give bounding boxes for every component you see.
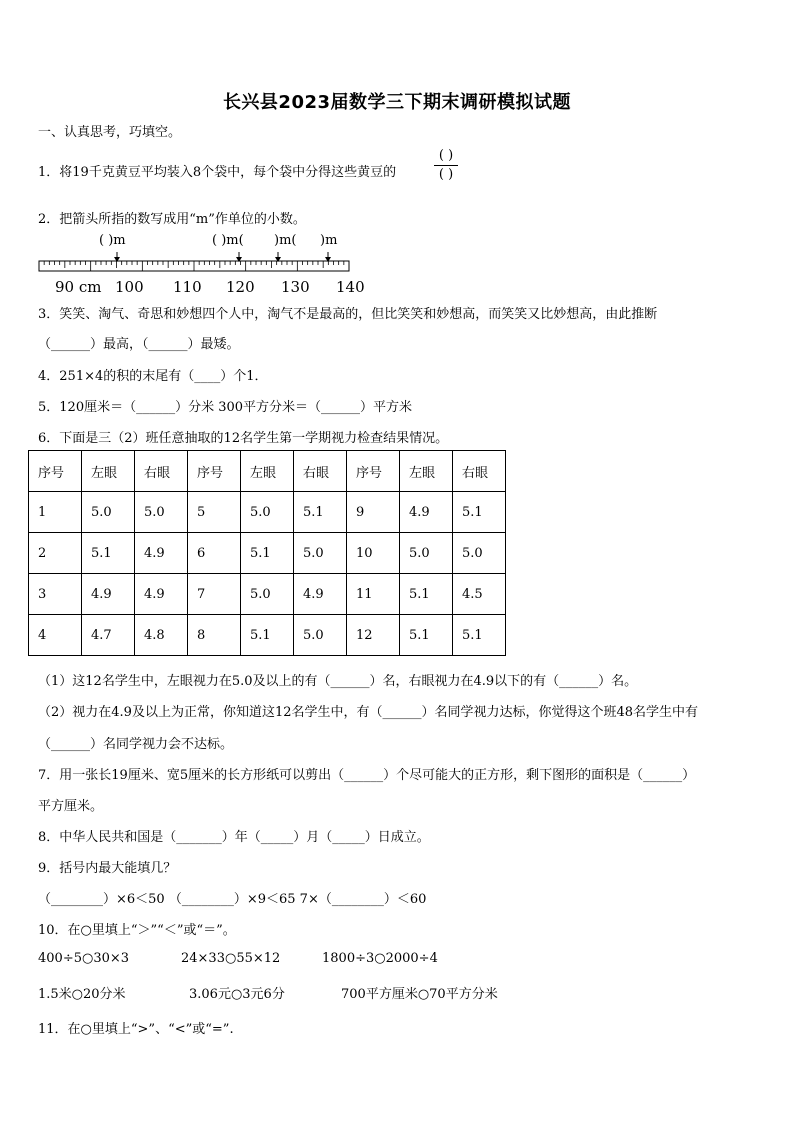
compare-item[interactable]: 3.06元○3元6分 [189,987,285,1002]
table-row [29,492,506,533]
table-cell: 4.9 [82,574,135,615]
table-cell: 4.9 [135,533,188,574]
ruler-label-140: 140 [336,278,365,296]
arrow-blank-1[interactable]: ( )m [99,233,126,248]
question-3-line1: 3．笑笑、淘气、奇思和妙想四个人中，淘气不是最高的，但比笑笑和妙想高，而笑笑又比妙想高，由此推断 [38,307,658,322]
arrow-blank-2[interactable]: ( )m( [212,233,244,248]
question-9: 9．括号内最大能填几？ [38,861,177,876]
table-cell: 5.1 [453,492,506,533]
fraction-bar [434,165,458,166]
table-header: 左眼 [400,451,453,492]
table-cell: 5.0 [400,533,453,574]
table-header: 左眼 [241,451,294,492]
question-5[interactable]: 5．120厘米＝（______）分米 300平方分米＝（______）平方米 [38,400,413,415]
compare-item[interactable]: 24×33○55×12 [181,951,281,966]
table-header: 序号 [188,451,241,492]
page-title: 长兴县2023届数学三下期末调研模拟试题 [222,92,572,113]
table-cell: 8 [188,615,241,656]
table-cell: 6 [188,533,241,574]
table-cell: 5.0 [294,533,347,574]
table-row [29,615,506,656]
table-header-row [29,451,506,492]
table-cell: 9 [347,492,400,533]
question-4[interactable]: 4．251×4的积的末尾有（____）个1． [38,369,268,384]
table-header: 序号 [347,451,400,492]
table-header: 序号 [29,451,82,492]
table-cell: 5.0 [135,492,188,533]
fraction-denominator: ( ) [438,167,454,182]
compare-item[interactable]: 1800÷3○2000÷4 [322,951,438,966]
table-cell: 4 [29,615,82,656]
table-cell: 5.1 [400,574,453,615]
table-cell: 4.7 [82,615,135,656]
table-cell: 5.1 [294,492,347,533]
table-cell: 10 [347,533,400,574]
table-header: 右眼 [453,451,506,492]
question-3-line2[interactable]: （______）最高，（______）最矮。 [38,337,240,352]
table-cell: 4.9 [400,492,453,533]
table-header: 右眼 [294,451,347,492]
table-header: 右眼 [135,451,188,492]
question-2: 2．把箭头所指的数写成用“m”作单位的小数。 [38,212,306,227]
compare-item[interactable]: 400÷5○30×3 [38,951,130,966]
table-cell: 5.1 [82,533,135,574]
question-6-sub1[interactable]: （1）这12名学生中，左眼视力在5.0及以上的有（______）名，右眼视力在4.9以下的有（______）名。 [38,674,638,689]
table-cell: 11 [347,574,400,615]
table-cell: 4.9 [294,574,347,615]
table-cell: 2 [29,533,82,574]
table-cell: 5.0 [241,492,294,533]
table-cell: 5.1 [241,615,294,656]
question-10: 10．在○里填上“＞”“＜”或“＝”。 [38,923,236,938]
section-heading: 一、认真思考，巧填空。 [38,125,182,140]
table-cell: 5 [188,492,241,533]
question-6-sub2-line2[interactable]: （______）名同学视力会不达标。 [38,737,234,752]
table-cell: 4.5 [453,574,506,615]
table-cell: 1 [29,492,82,533]
question-9-blanks[interactable]: （________）×6＜50 （________）×9＜65 7×（________）＜60 [38,892,427,907]
ruler-label-110: 110 [173,278,202,296]
table-cell: 12 [347,615,400,656]
arrow-blank-4[interactable]: )m [320,233,338,248]
question-7-line2: 平方厘米。 [38,799,104,814]
table-cell: 5.0 [241,574,294,615]
table-cell: 5.0 [453,533,506,574]
table-cell: 5.0 [294,615,347,656]
ruler-label-90: 90 cm [55,278,102,296]
question-7-line1[interactable]: 7．用一张长19厘米、宽5厘米的长方形纸可以剪出（______）个尽可能大的正方形，剩下图形的面积是（______） [38,768,696,783]
table-row [29,574,506,615]
table-cell: 4.9 [135,574,188,615]
question-1: 1．将19千克黄豆平均装入8个袋中，每个袋中分得这些黄豆的 [38,165,397,180]
ruler-label-120: 120 [226,278,255,296]
question-6-sub2-line1[interactable]: （2）视力在4.9及以上为正常，你知道这12名学生中，有（______）名同学视力达标，你觉得这个班48名学生中有 [38,705,699,720]
arrow-blank-3[interactable]: )m( [274,233,297,248]
table-cell: 7 [188,574,241,615]
compare-item[interactable]: 700平方厘米○70平方分米 [341,987,498,1002]
question-11: 11．在○里填上“>”、“<”或“=”. [38,1022,234,1037]
ruler-label-100: 100 [115,278,144,296]
table-row [29,533,506,574]
fraction-numerator: ( ) [438,148,454,163]
fraction-blank[interactable] [434,148,458,183]
compare-item[interactable]: 1.5米○20分米 [38,987,126,1002]
table-cell: 5.1 [453,615,506,656]
table-cell: 4.8 [135,615,188,656]
question-6: 6．下面是三（2）班任意抽取的12名学生第一学期视力检查结果情况。 [38,431,449,446]
table-header: 左眼 [82,451,135,492]
question-8[interactable]: 8．中华人民共和国是（_______）年（_____）月（_____）日成立。 [38,830,430,845]
ruler-label-130: 130 [281,278,310,296]
table-cell: 5.1 [241,533,294,574]
table-cell: 3 [29,574,82,615]
table-cell: 5.0 [82,492,135,533]
table-cell: 5.1 [400,615,453,656]
vision-table [28,450,506,656]
